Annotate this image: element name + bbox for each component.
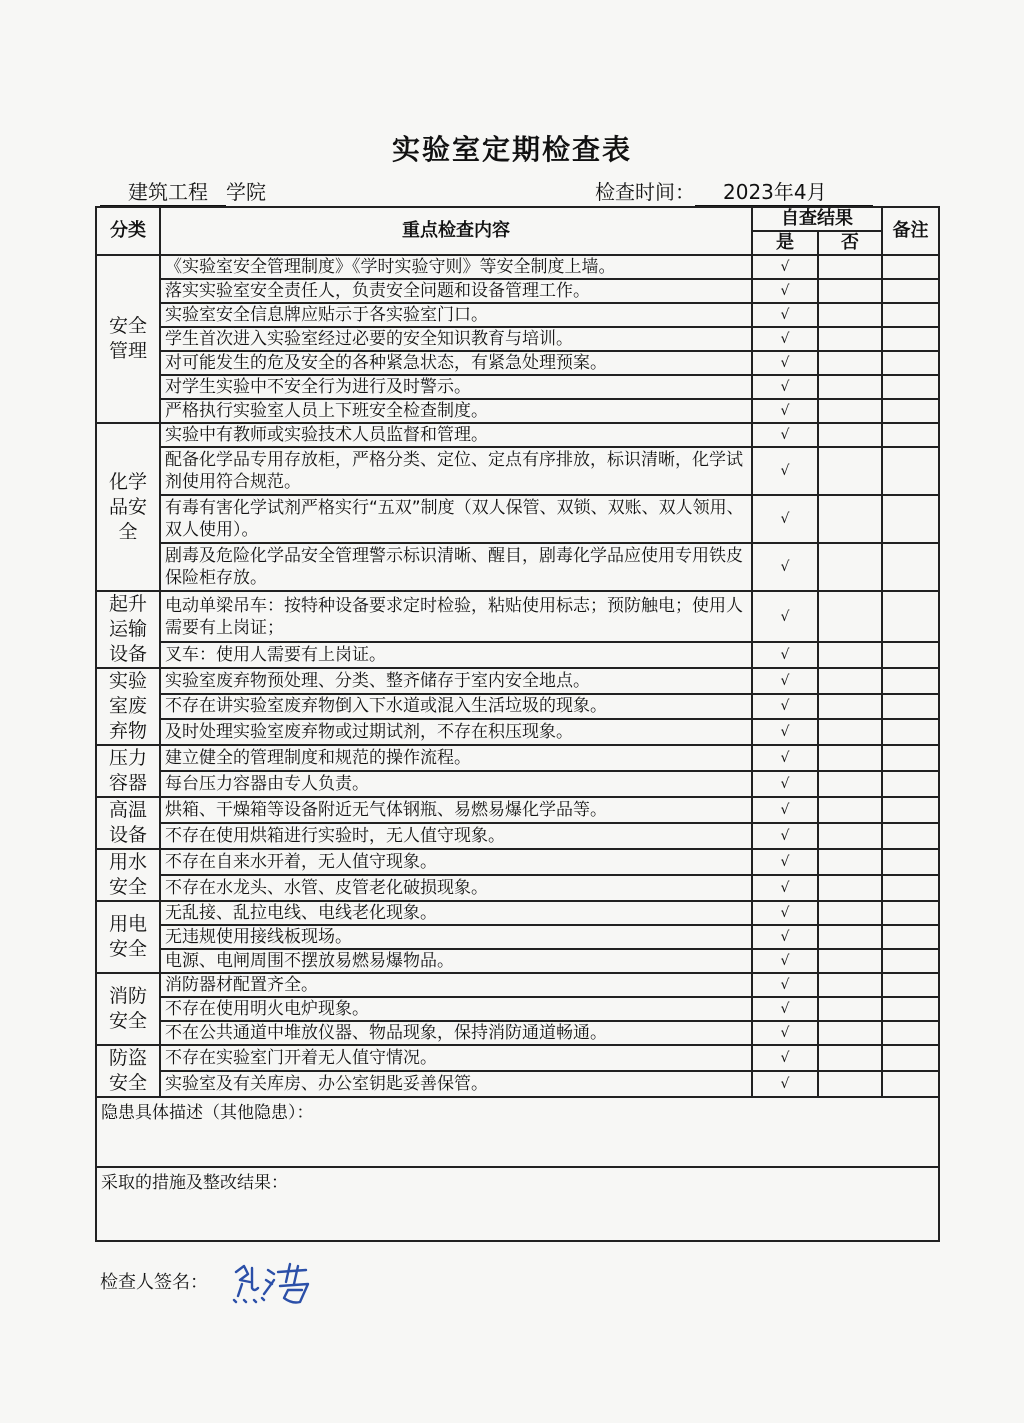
check-item-text: 电源、电闸周围不摆放易燃易爆物品。 xyxy=(160,949,752,973)
note-cell[interactable] xyxy=(882,327,939,351)
no-checkbox[interactable] xyxy=(818,327,882,351)
yes-checkbox[interactable]: √ xyxy=(752,875,818,901)
note-cell[interactable] xyxy=(882,1045,939,1071)
note-cell[interactable] xyxy=(882,1071,939,1097)
college-name: 建筑工程 xyxy=(128,180,208,204)
category-cell: 安全管理 xyxy=(96,255,160,423)
check-item-text: 无违规使用接线板现场。 xyxy=(160,925,752,949)
yes-checkbox[interactable]: √ xyxy=(752,327,818,351)
note-cell[interactable] xyxy=(882,875,939,901)
check-item-text: 对可能发生的危及安全的各种紧急状态，有紧急处理预案。 xyxy=(160,351,752,375)
check-item-text: 不存在自来水开着，无人值守现象。 xyxy=(160,849,752,875)
check-item-text: 消防器材配置齐全。 xyxy=(160,973,752,997)
no-checkbox[interactable] xyxy=(818,875,882,901)
header-result: 自查结果 xyxy=(752,207,882,231)
check-item-text: 每台压力容器由专人负责。 xyxy=(160,771,752,797)
table-row xyxy=(96,997,939,1021)
note-cell[interactable] xyxy=(882,973,939,997)
no-checkbox[interactable] xyxy=(818,745,882,771)
table-row xyxy=(96,495,939,543)
yes-checkbox[interactable]: √ xyxy=(752,279,818,303)
note-cell[interactable] xyxy=(882,797,939,823)
check-item-text: 有毒有害化学试剂严格实行“五双”制度（双人保管、双锁、双账、双人领用、双人使用）。 xyxy=(160,495,752,543)
yes-checkbox[interactable]: √ xyxy=(752,901,818,925)
category-cell: 防盗安全 xyxy=(96,1045,160,1097)
no-checkbox[interactable] xyxy=(818,694,882,720)
no-checkbox[interactable] xyxy=(818,797,882,823)
table-row xyxy=(96,925,939,949)
check-item-text: 学生首次进入实验室经过必要的安全知识教育与培训。 xyxy=(160,327,752,351)
no-checkbox[interactable] xyxy=(818,1071,882,1097)
table-row xyxy=(96,797,939,823)
yes-checkbox[interactable]: √ xyxy=(752,1021,818,1045)
no-checkbox[interactable] xyxy=(818,642,882,668)
yes-checkbox[interactable]: √ xyxy=(752,823,818,849)
check-item-text: 实验室安全信息牌应贴示于各实验室门口。 xyxy=(160,303,752,327)
check-item-text: 不存在实验室门开着无人值守情况。 xyxy=(160,1045,752,1071)
table-row xyxy=(96,745,939,771)
date-value: 2023年4月 xyxy=(723,180,827,204)
hazard-label: 隐患具体描述（其他隐患）： xyxy=(101,1103,314,1123)
table-row xyxy=(96,668,939,694)
yes-checkbox[interactable]: √ xyxy=(752,303,818,327)
no-checkbox[interactable] xyxy=(818,925,882,949)
table-row xyxy=(96,351,939,375)
check-item-text: 落实实验室安全责任人，负责安全问题和设备管理工作。 xyxy=(160,279,752,303)
yes-checkbox[interactable]: √ xyxy=(752,771,818,797)
measures-label: 采取的措施及整改结果： xyxy=(101,1173,288,1193)
table-row xyxy=(96,1021,939,1045)
hazard-description-cell[interactable] xyxy=(96,1097,939,1167)
note-cell[interactable] xyxy=(882,423,939,447)
note-cell[interactable] xyxy=(882,1021,939,1045)
table-row xyxy=(96,591,939,642)
table-row xyxy=(96,447,939,495)
measures-cell[interactable] xyxy=(96,1167,939,1241)
note-cell[interactable] xyxy=(882,745,939,771)
yes-checkbox[interactable]: √ xyxy=(752,745,818,771)
note-cell[interactable] xyxy=(882,642,939,668)
table-body xyxy=(96,255,939,1097)
yes-checkbox[interactable]: √ xyxy=(752,719,818,745)
table-row xyxy=(96,255,939,279)
note-cell[interactable] xyxy=(882,949,939,973)
category-cell: 高温设备 xyxy=(96,797,160,849)
check-item-text: 不存在使用烘箱进行实验时，无人值守现象。 xyxy=(160,823,752,849)
note-cell[interactable] xyxy=(882,375,939,399)
check-item-text: 配备化学品专用存放柜，严格分类、定位、定点有序排放，标识清晰，化学试剂使用符合规范。 xyxy=(160,447,752,495)
category-cell: 起升运输设备 xyxy=(96,591,160,668)
note-cell[interactable] xyxy=(882,823,939,849)
college-suffix: 学院 xyxy=(226,180,266,204)
yes-checkbox[interactable]: √ xyxy=(752,668,818,694)
no-checkbox[interactable] xyxy=(818,279,882,303)
yes-checkbox[interactable]: √ xyxy=(752,591,818,642)
no-checkbox[interactable] xyxy=(818,973,882,997)
no-checkbox[interactable] xyxy=(818,351,882,375)
check-item-text: 实验室废弃物预处理、分类、整齐储存于室内安全地点。 xyxy=(160,668,752,694)
no-checkbox[interactable] xyxy=(818,1045,882,1071)
check-item-text: 建立健全的管理制度和规范的操作流程。 xyxy=(160,745,752,771)
table-row xyxy=(96,875,939,901)
check-item-text: 剧毒及危险化学品安全管理警示标识清晰、醒目，剧毒化学品应使用专用铁皮保险柜存放。 xyxy=(160,543,752,591)
category-cell: 用水安全 xyxy=(96,849,160,901)
table-row xyxy=(96,642,939,668)
check-item-text: 烘箱、干燥箱等设备附近无气体钢瓶、易燃易爆化学品等。 xyxy=(160,797,752,823)
no-checkbox[interactable] xyxy=(818,668,882,694)
table-row xyxy=(96,543,939,591)
yes-checkbox[interactable]: √ xyxy=(752,447,818,495)
inspection-date-field xyxy=(595,176,873,206)
check-item-text: 实验中有教师或实验技术人员监督和管理。 xyxy=(160,423,752,447)
note-cell[interactable] xyxy=(882,997,939,1021)
yes-checkbox[interactable]: √ xyxy=(752,797,818,823)
note-cell[interactable] xyxy=(882,303,939,327)
note-cell[interactable] xyxy=(882,591,939,642)
header-yes: 是 xyxy=(752,231,818,255)
check-item-text: 叉车：使用人需要有上岗证。 xyxy=(160,642,752,668)
check-item-text: 不存在讲实验室废弃物倒入下水道或混入生活垃圾的现象。 xyxy=(160,694,752,720)
check-item-text: 及时处理实验室废弃物或过期试剂，不存在积压现象。 xyxy=(160,719,752,745)
note-cell[interactable] xyxy=(882,771,939,797)
yes-checkbox[interactable]: √ xyxy=(752,399,818,423)
yes-checkbox[interactable]: √ xyxy=(752,351,818,375)
note-cell[interactable] xyxy=(882,255,939,279)
no-checkbox[interactable] xyxy=(818,495,882,543)
table-row xyxy=(96,327,939,351)
note-cell[interactable] xyxy=(882,543,939,591)
note-cell[interactable] xyxy=(882,399,939,423)
note-cell[interactable] xyxy=(882,279,939,303)
table-row xyxy=(96,719,939,745)
table-row xyxy=(96,303,939,327)
category-cell: 消防安全 xyxy=(96,973,160,1045)
no-checkbox[interactable] xyxy=(818,447,882,495)
check-item-text: 严格执行实验室人员上下班安全检查制度。 xyxy=(160,399,752,423)
no-checkbox[interactable] xyxy=(818,997,882,1021)
yes-checkbox[interactable]: √ xyxy=(752,1071,818,1097)
check-item-text: 无乱接、乱拉电线、电线老化现象。 xyxy=(160,901,752,925)
check-item-text: 对学生实验中不安全行为进行及时警示。 xyxy=(160,375,752,399)
yes-checkbox[interactable]: √ xyxy=(752,949,818,973)
yes-checkbox[interactable]: √ xyxy=(752,255,818,279)
category-cell: 实验室废弃物 xyxy=(96,668,160,745)
note-cell[interactable] xyxy=(882,447,939,495)
yes-checkbox[interactable]: √ xyxy=(752,543,818,591)
header-no: 否 xyxy=(818,231,882,255)
category-cell: 化学品安全 xyxy=(96,423,160,591)
page-title: 实验室定期检查表 xyxy=(391,133,632,166)
no-checkbox[interactable] xyxy=(818,543,882,591)
note-cell[interactable] xyxy=(882,849,939,875)
no-checkbox[interactable] xyxy=(818,375,882,399)
signature xyxy=(228,1258,318,1308)
header-content: 重点检查内容 xyxy=(160,207,752,255)
check-item-text: 实验室及有关库房、办公室钥匙妥善保管。 xyxy=(160,1071,752,1097)
yes-checkbox[interactable]: √ xyxy=(752,1045,818,1071)
note-cell[interactable] xyxy=(882,351,939,375)
date-label: 检查时间： xyxy=(595,180,695,204)
table-row xyxy=(96,823,939,849)
no-checkbox[interactable] xyxy=(818,255,882,279)
no-checkbox[interactable] xyxy=(818,1021,882,1045)
no-checkbox[interactable] xyxy=(818,303,882,327)
table-row xyxy=(96,973,939,997)
category-cell: 用电安全 xyxy=(96,901,160,973)
inspection-table xyxy=(95,206,940,1242)
yes-checkbox[interactable]: √ xyxy=(752,849,818,875)
no-checkbox[interactable] xyxy=(818,949,882,973)
signature-row xyxy=(100,1268,208,1294)
note-cell[interactable] xyxy=(882,901,939,925)
signer-label: 检查人签名： xyxy=(100,1272,208,1293)
yes-checkbox[interactable]: √ xyxy=(752,694,818,720)
yes-checkbox[interactable]: √ xyxy=(752,973,818,997)
no-checkbox[interactable] xyxy=(818,823,882,849)
check-item-text: 《实验室安全管理制度》《学时实验守则》等安全制度上墙。 xyxy=(160,255,752,279)
note-cell[interactable] xyxy=(882,694,939,720)
yes-checkbox[interactable]: √ xyxy=(752,642,818,668)
no-checkbox[interactable] xyxy=(818,849,882,875)
table-row xyxy=(96,279,939,303)
note-cell[interactable] xyxy=(882,719,939,745)
table-row xyxy=(96,375,939,399)
table-row xyxy=(96,1045,939,1071)
table-row xyxy=(96,399,939,423)
category-cell: 压力容器 xyxy=(96,745,160,797)
header-note: 备注 xyxy=(882,207,939,255)
table-row xyxy=(96,694,939,720)
college-field xyxy=(100,176,266,206)
no-checkbox[interactable] xyxy=(818,423,882,447)
note-cell[interactable] xyxy=(882,925,939,949)
note-cell[interactable] xyxy=(882,495,939,543)
check-item-text: 电动单梁吊车：按特种设备要求定时检验，粘贴使用标志；预防触电；使用人需要有上岗证； xyxy=(160,591,752,642)
no-checkbox[interactable] xyxy=(818,591,882,642)
yes-checkbox[interactable]: √ xyxy=(752,375,818,399)
yes-checkbox[interactable]: √ xyxy=(752,495,818,543)
table-row xyxy=(96,901,939,925)
table-row xyxy=(96,1071,939,1097)
table-row xyxy=(96,949,939,973)
check-item-text: 不存在水龙头、水管、皮管老化破损现象。 xyxy=(160,875,752,901)
table-row xyxy=(96,423,939,447)
no-checkbox[interactable] xyxy=(818,399,882,423)
check-item-text: 不存在使用明火电炉现象。 xyxy=(160,997,752,1021)
yes-checkbox[interactable]: √ xyxy=(752,925,818,949)
note-cell[interactable] xyxy=(882,668,939,694)
no-checkbox[interactable] xyxy=(818,719,882,745)
no-checkbox[interactable] xyxy=(818,771,882,797)
table-row xyxy=(96,771,939,797)
header-category: 分类 xyxy=(96,207,160,255)
no-checkbox[interactable] xyxy=(818,901,882,925)
table-row xyxy=(96,849,939,875)
yes-checkbox[interactable]: √ xyxy=(752,997,818,1021)
yes-checkbox[interactable]: √ xyxy=(752,423,818,447)
check-item-text: 不在公共通道中堆放仪器、物品现象，保持消防通道畅通。 xyxy=(160,1021,752,1045)
